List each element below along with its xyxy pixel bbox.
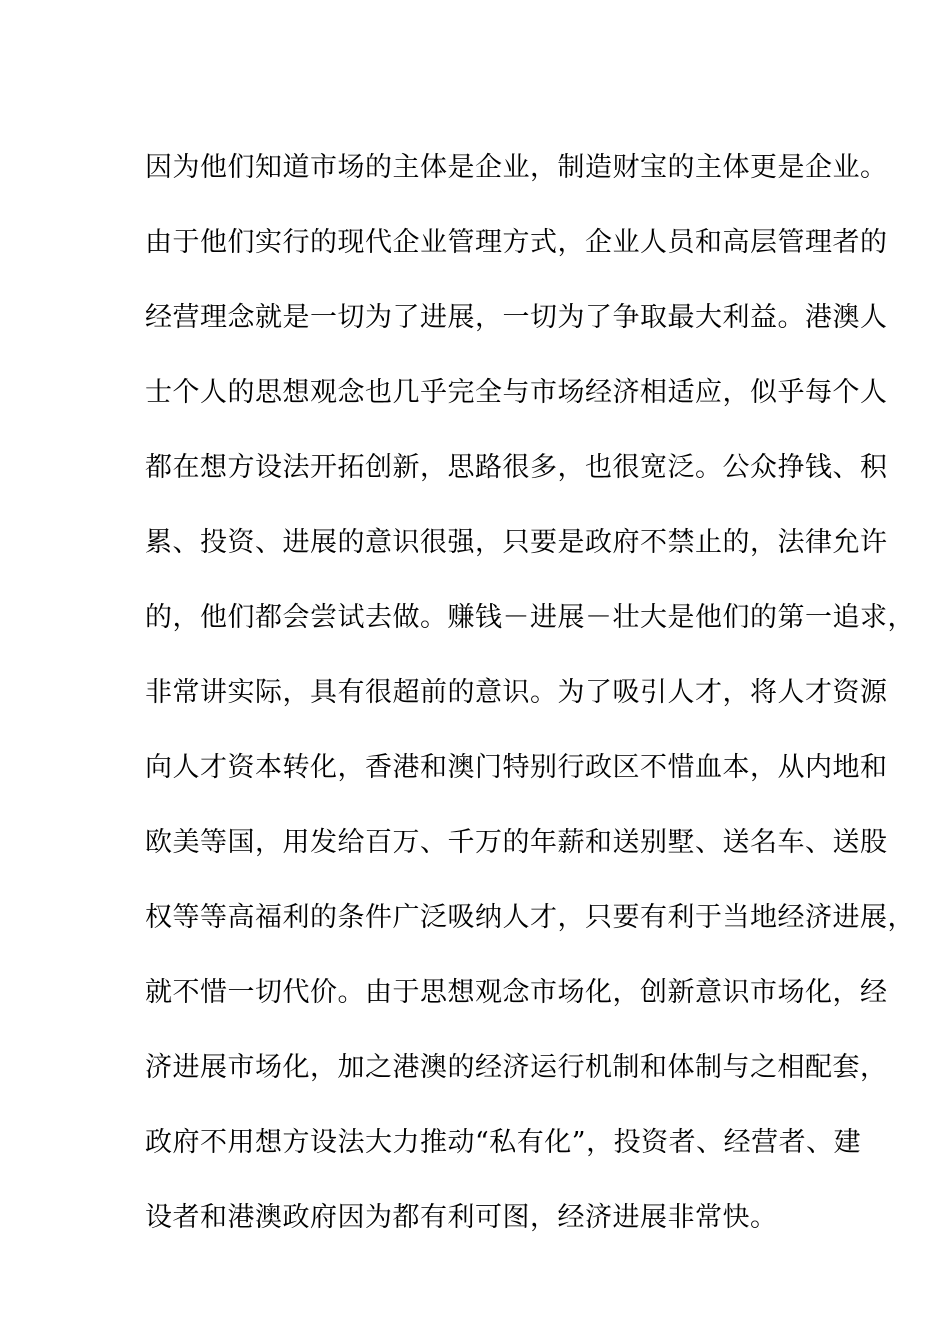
text-line: 的，他们都会尝试去做。赚钱－进展－壮大是他们的第一追求， bbox=[145, 602, 915, 633]
text-line: 都在想方设法开拓创新，思路很多，也很宽泛。公众挣钱、积 bbox=[145, 452, 888, 483]
text-line: 权等等高福利的条件广泛吸纳人才，只要有利于当地经济进展， bbox=[145, 902, 915, 933]
text-line: 经营理念就是一切为了进展，一切为了争取最大利益。港澳人 bbox=[145, 302, 888, 333]
text-line: 欧美等国，用发给百万、千万的年薪和送别墅、送名车、送股 bbox=[145, 827, 888, 858]
text-line: 向人才资本转化，香港和澳门特别行政区不惜血本，从内地和 bbox=[145, 752, 888, 783]
body-paragraph bbox=[145, 130, 915, 1255]
text-line: 设者和港澳政府因为都有利可图，经济进展非常快。 bbox=[145, 1202, 778, 1233]
text-line: 就不惜一切代价。由于思想观念市场化，创新意识市场化，经 bbox=[145, 977, 888, 1008]
text-line: 士个人的思想观念也几乎完全与市场经济相适应，似乎每个人 bbox=[145, 377, 888, 408]
text-line: 非常讲实际，具有很超前的意识。为了吸引人才，将人才资源 bbox=[145, 677, 888, 708]
text-line: 由于他们实行的现代企业管理方式，企业人员和高层管理者的 bbox=[145, 227, 888, 258]
text-line: 因为他们知道市场的主体是企业，制造财宝的主体更是企业。 bbox=[145, 152, 888, 183]
text-line: 政府不用想方设法大力推动“私有化”，投资者、经营者、建 bbox=[145, 1127, 862, 1158]
text-line: 济进展市场化，加之港澳的经济运行机制和体制与之相配套， bbox=[145, 1052, 888, 1083]
text-line: 累、投资、进展的意识很强，只要是政府不禁止的，法律允许 bbox=[145, 527, 888, 558]
